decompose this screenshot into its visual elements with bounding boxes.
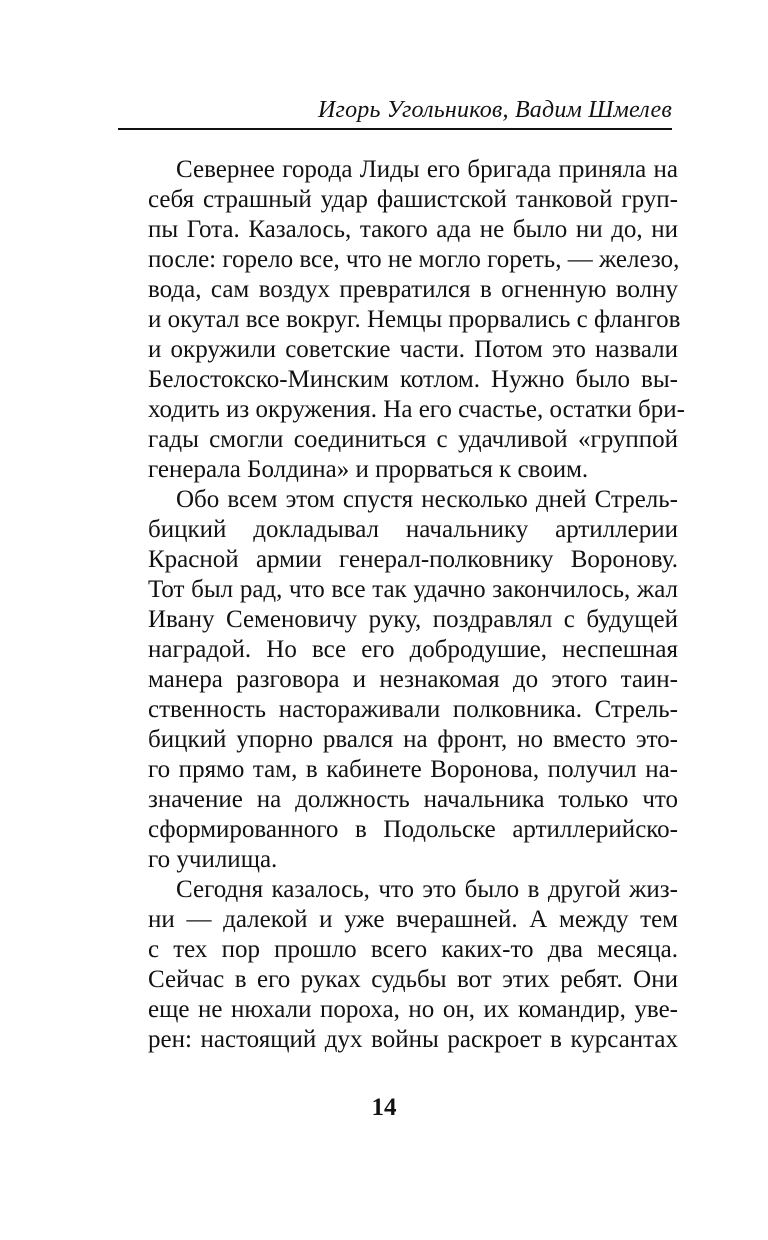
text-line: и окутал все вокруг. Немцы прорвались с флангов	[148, 306, 681, 333]
text-line: манера разговора и незнакомая до этого таин-	[148, 666, 678, 693]
running-head: Игорь Угольников, Вадим Шмелев	[317, 97, 672, 123]
text-line: Сегодня казалось, что это было в другой жиз-	[176, 876, 678, 903]
text-line: го училища.	[148, 846, 278, 873]
text-line: пы Гота. Казалось, такого ада не было ни до, ни	[148, 216, 678, 243]
body-text	[148, 155, 685, 1055]
text-line: Тот был рад, что все так удачно закончилось, жал	[148, 576, 678, 603]
paragraph	[148, 155, 685, 485]
text-line: гады смогли соединиться с удачливой «группой	[148, 426, 678, 453]
text-line: ходить из окружения. На его счастье, остатки бри-	[148, 396, 685, 423]
text-line: бицкий докладывал начальнику артиллерии	[148, 516, 678, 543]
text-line: Красной армии генерал-полковнику Воронову.	[148, 546, 678, 573]
text-line: ни — далекой и уже вчерашней. А между тем	[148, 906, 678, 933]
text-line: сформированного в Подольске артиллерийско-	[148, 816, 678, 843]
header-rule	[118, 128, 672, 130]
paragraph	[148, 485, 678, 875]
text-line: Ивану Семеновичу руку, поздравлял с будущей	[148, 606, 678, 633]
page-number: 14	[371, 1094, 397, 1121]
text-line: ственность настораживали полковника. Стрель-	[148, 696, 678, 723]
text-line: значение на должность начальника только что	[148, 786, 678, 813]
text-line: Сейчас в его руках судьбы вот этих ребят. Они	[148, 966, 678, 993]
text-line: Севернее города Лиды его бригада приняла на	[176, 156, 678, 183]
text-line: наградой. Но все его добродушие, неспешная	[148, 636, 678, 663]
paragraph	[148, 875, 678, 1055]
text-line: с тех пор прошло всего каких-то два месяца.	[148, 936, 678, 963]
text-line: бицкий упорно рвался на фронт, но вместо это-	[148, 726, 678, 753]
text-line: Обо всем этом спустя несколько дней Стрель-	[176, 486, 678, 513]
text-line: вода, сам воздух превратился в огненную волну	[148, 276, 678, 303]
text-line: и окружили советские части. Потом это назвали	[148, 336, 678, 363]
text-line: Белостокско-Минским котлом. Нужно было вы-	[148, 366, 678, 393]
text-line: генерала Болдина» и прорваться к своим.	[148, 456, 589, 483]
text-line: го прямо там, в кабинете Воронова, получил на-	[148, 756, 678, 783]
text-line: еще не нюхали пороха, но он, их командир, уве-	[148, 996, 678, 1023]
text-line: рен: настоящий дух войны раскроет в курсантах	[148, 1026, 678, 1053]
text-line: себя страшный удар фашистской танковой груп-	[148, 186, 678, 213]
text-line: после: горело все, что не могло гореть, — железо,	[148, 246, 680, 273]
